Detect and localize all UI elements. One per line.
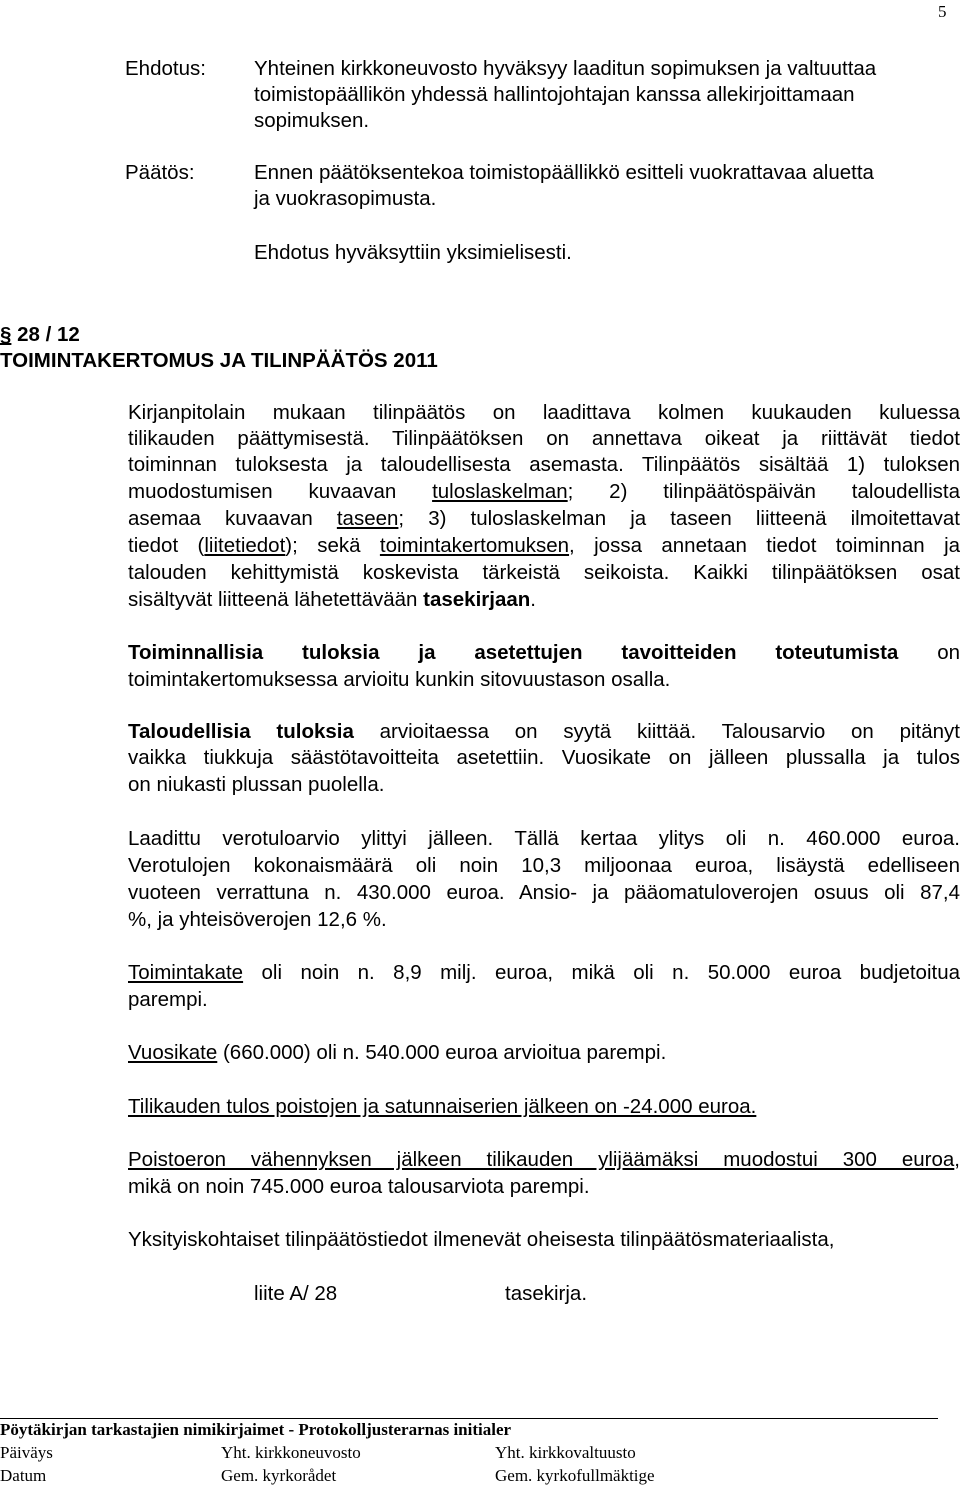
paragraph-7: Tilikauden tulos poistojen ja satunnaiserien jälkeen on -24.000 euroa.	[128, 1095, 757, 1118]
footer-council-label: Yht. kirkkoneuvosto	[221, 1443, 361, 1462]
paragraph-1-line-7: talouden kehittymistä koskevista tärkeistä seikoista. Kaikki tilinpäätöksen osat	[128, 561, 960, 584]
paragraph-3-line-3: on niukasti plussan puolella.	[128, 773, 385, 796]
decision-result: Ehdotus hyväksyttiin yksimielisesti.	[254, 241, 572, 264]
link-tuloslaskelma: tuloslaskelman	[432, 480, 568, 503]
decision-line-1: Ennen päätöksentekoa toimistopäällikkö esitteli vuokrattavaa aluetta	[254, 161, 874, 184]
footer-heading: Pöytäkirjan tarkastajien nimikirjaimet - Protokolljusterarnas initialer	[0, 1420, 512, 1439]
paragraph-1-line-2: tilikauden päättymisestä. Tilinpäätöksen on annettava oikeat ja riittävät tiedot	[128, 427, 960, 450]
paragraph-1-line-4: muodostumisen kuvaavan tuloslaskelman; 2) tilinpäätöspäivän taloudellista	[128, 480, 960, 503]
paragraph-1-line-5: asemaa kuvaavan taseen; 3) tuloslaskelman ja taseen liitteenä ilmoitettavat	[128, 507, 960, 530]
proposal-line-3: sopimuksen.	[254, 109, 370, 132]
paragraph-6: Vuosikate (660.000) oli n. 540.000 euroa arvioitua parempi.	[128, 1041, 667, 1064]
footer-council-label-sv: Gem. kyrkorådet	[221, 1466, 337, 1485]
paragraph-1-line-8: sisältyvät liitteenä lähetettävään tasekirjaan.	[128, 588, 536, 611]
paragraph-4-line-2: Verotulojen kokonaismäärä oli noin 10,3 miljoonaa euroa, lisäystä edelliseen	[128, 854, 960, 877]
footer-assembly-label: Yht. kirkkovaltuusto	[495, 1443, 636, 1462]
paragraph-5-line-2: parempi.	[128, 988, 208, 1011]
paragraph-1-line-1: Kirjanpitolain mukaan tilinpäätös on laadittava kolmen kuukauden kuluessa	[128, 401, 960, 424]
tasekirja-bold: tasekirjaan	[423, 588, 531, 611]
paragraph-1-line-6: tiedot (liitetiedot); sekä toimintakertomuksen, jossa annetaan tiedot toiminnan ja	[128, 534, 960, 557]
footer-date-label: Päiväys	[0, 1443, 53, 1462]
section-symbol: §	[0, 323, 12, 346]
paragraph-3-line-2: vaikka tiukkuja säästötavoitteita asetettiin. Vuosikate on jälleen plussalla ja tulos	[128, 746, 960, 769]
paragraph-1-line-3: toiminnan tuloksesta ja taloudellisesta asemasta. Tilinpäätös sisältää 1) tuloksen	[128, 453, 960, 476]
attachment-ref: liite A/ 28	[254, 1282, 338, 1305]
paragraph-2-line-2: toimintakertomuksessa arvioitu kunkin sitovuustason osalla.	[128, 668, 671, 691]
decision-line-2: ja vuokrasopimusta.	[254, 187, 437, 210]
attachment-name: tasekirja.	[505, 1282, 588, 1305]
section-title: TOIMINTAKERTOMUS JA TILINPÄÄTÖS 2011	[0, 349, 438, 372]
paragraph-9: Yksityiskohtaiset tilinpäätöstiedot ilmenevät oheisesta tilinpäätösmateriaalista,	[128, 1228, 835, 1251]
link-tase: taseen	[336, 507, 399, 530]
footer-assembly-label-sv: Gem. kyrkofullmäktige	[495, 1466, 655, 1485]
page-number: 5	[938, 2, 947, 21]
link-liitetiedot: liitetiedot	[204, 534, 286, 557]
paragraph-2-line-1: Toiminnallisia tuloksia ja asetettujen tavoitteiden toteutumista on	[128, 641, 960, 664]
section-number: § 28 / 12	[0, 323, 80, 346]
proposal-label: Ehdotus:	[125, 57, 206, 80]
link-toimintakate: Toimintakate	[128, 961, 244, 984]
paragraph-4-line-3: vuoteen verrattuna n. 430.000 euroa. Ansio- ja pääomatuloverojen osuus oli 87,4	[128, 881, 960, 904]
paragraph-5-line-1: Toimintakate oli noin n. 8,9 milj. euroa, mikä oli n. 50.000 euroa budjetoitua	[128, 961, 960, 984]
paragraph-8-line-2: mikä on noin 745.000 euroa talousarviota parempi.	[128, 1175, 590, 1198]
paragraph-4-line-4: %, ja yhteisöverojen 12,6 %.	[128, 908, 387, 931]
link-toimintakertomus: toimintakertomuksen	[379, 534, 570, 557]
paragraph-8-line-1: Poistoeron vähennyksen jälkeen tilikauden ylijäämäksi muodostui 300 euroa,	[128, 1148, 960, 1171]
paragraph-3-line-1: Taloudellisia tuloksia arvioitaessa on syytä kiittää. Talousarvio on pitänyt	[128, 720, 960, 743]
decision-label: Päätös:	[125, 161, 195, 184]
footer-date-label-sv: Datum	[0, 1466, 47, 1485]
link-vuosikate: Vuosikate	[128, 1041, 218, 1064]
proposal-line-1: Yhteinen kirkkoneuvosto hyväksyy laaditun sopimuksen ja valtuuttaa	[254, 57, 877, 80]
proposal-line-2: toimistopäällikön yhdessä hallintojohtajan kanssa allekirjoittamaan	[254, 83, 855, 106]
paragraph-4-line-1: Laadittu verotuloarvio ylittyi jälleen. Tällä kertaa ylitys oli n. 460.000 euroa.	[128, 827, 960, 850]
